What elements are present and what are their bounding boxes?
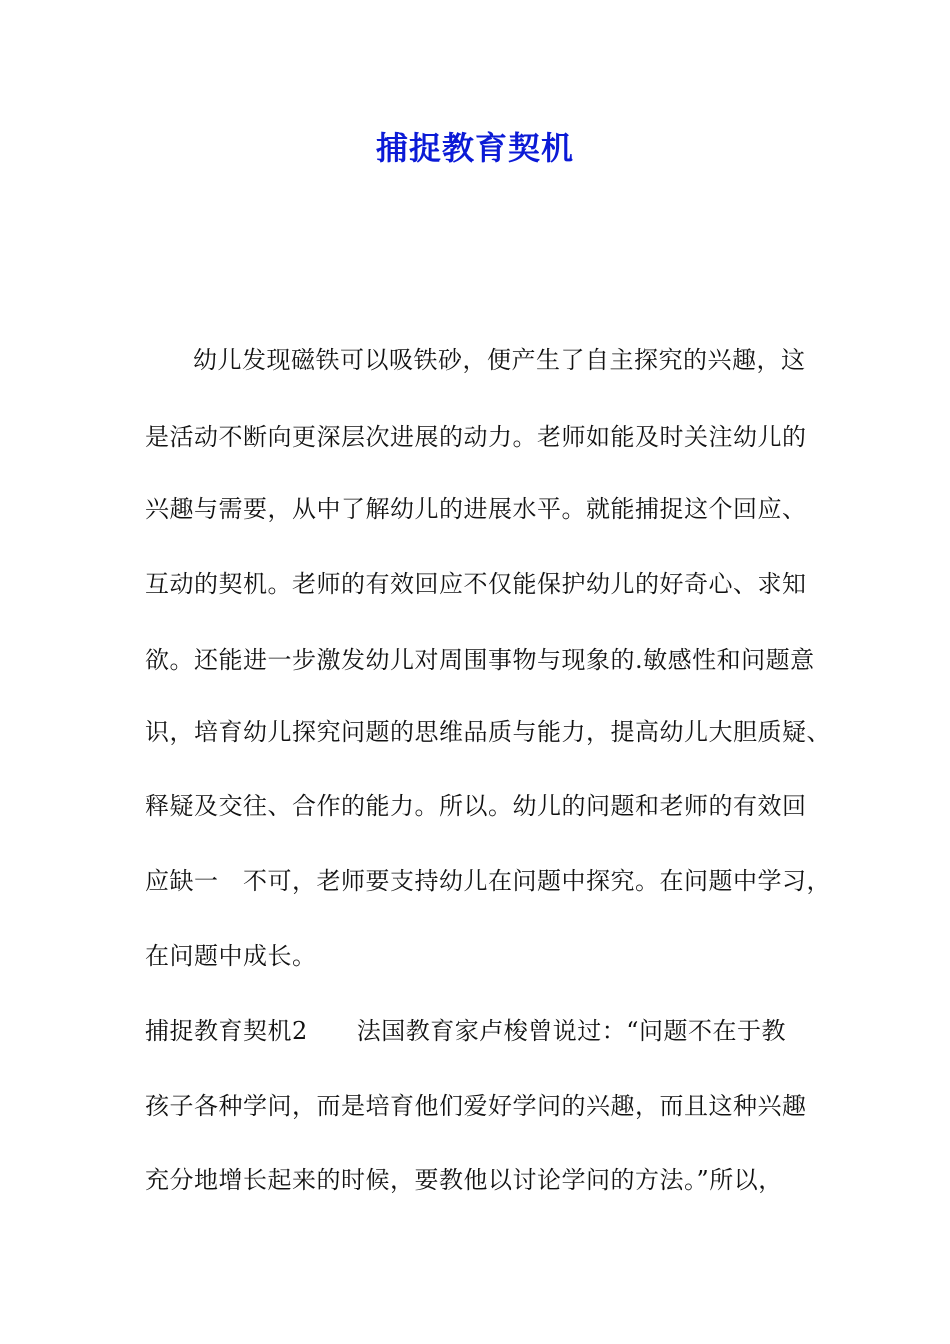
paragraph-line: 识，培育幼儿探究问题的思维品质与能力，提高幼儿大胆质疑、 bbox=[145, 718, 831, 746]
paragraph-line: 在问题中成长。 bbox=[145, 942, 317, 970]
paragraph-line: 欲。还能进一步激发幼儿对周围事物与现象的.敏感性和问题意 bbox=[145, 646, 815, 674]
paragraph-line: 孩子各种学问，而是培育他们爱好学问的兴趣，而且这种兴趣 bbox=[145, 1092, 807, 1120]
paragraph-line: 是活动不断向更深层次进展的动力。老师如能及时关注幼儿的 bbox=[145, 423, 807, 451]
paragraph-line: 释疑及交往、合作的能力。所以。幼儿的问题和老师的有效回 bbox=[145, 792, 807, 820]
paragraph-line: 互动的契机。老师的有效回应不仅能保护幼儿的好奇心、求知 bbox=[145, 570, 807, 598]
paragraph-line: 充分地增长起来的时候，要教他以讨论学问的方法。”所以， bbox=[145, 1166, 783, 1194]
paragraph-line: 兴趣与需要，从中了解幼儿的进展水平。就能捕捉这个回应、 bbox=[145, 495, 807, 523]
paragraph-line: 应缺一 不可，老师要支持幼儿在问题中探究。在问题中学习， bbox=[145, 867, 831, 895]
document-title: 捕捉教育契机 bbox=[375, 129, 574, 167]
paragraph-line: 捕捉教育契机2 法国教育家卢梭曾说过：“问题不在于教 bbox=[145, 1017, 787, 1045]
paragraph-line: 幼儿发现磁铁可以吸铁砂，便产生了自主探究的兴趣，这 bbox=[193, 346, 806, 374]
